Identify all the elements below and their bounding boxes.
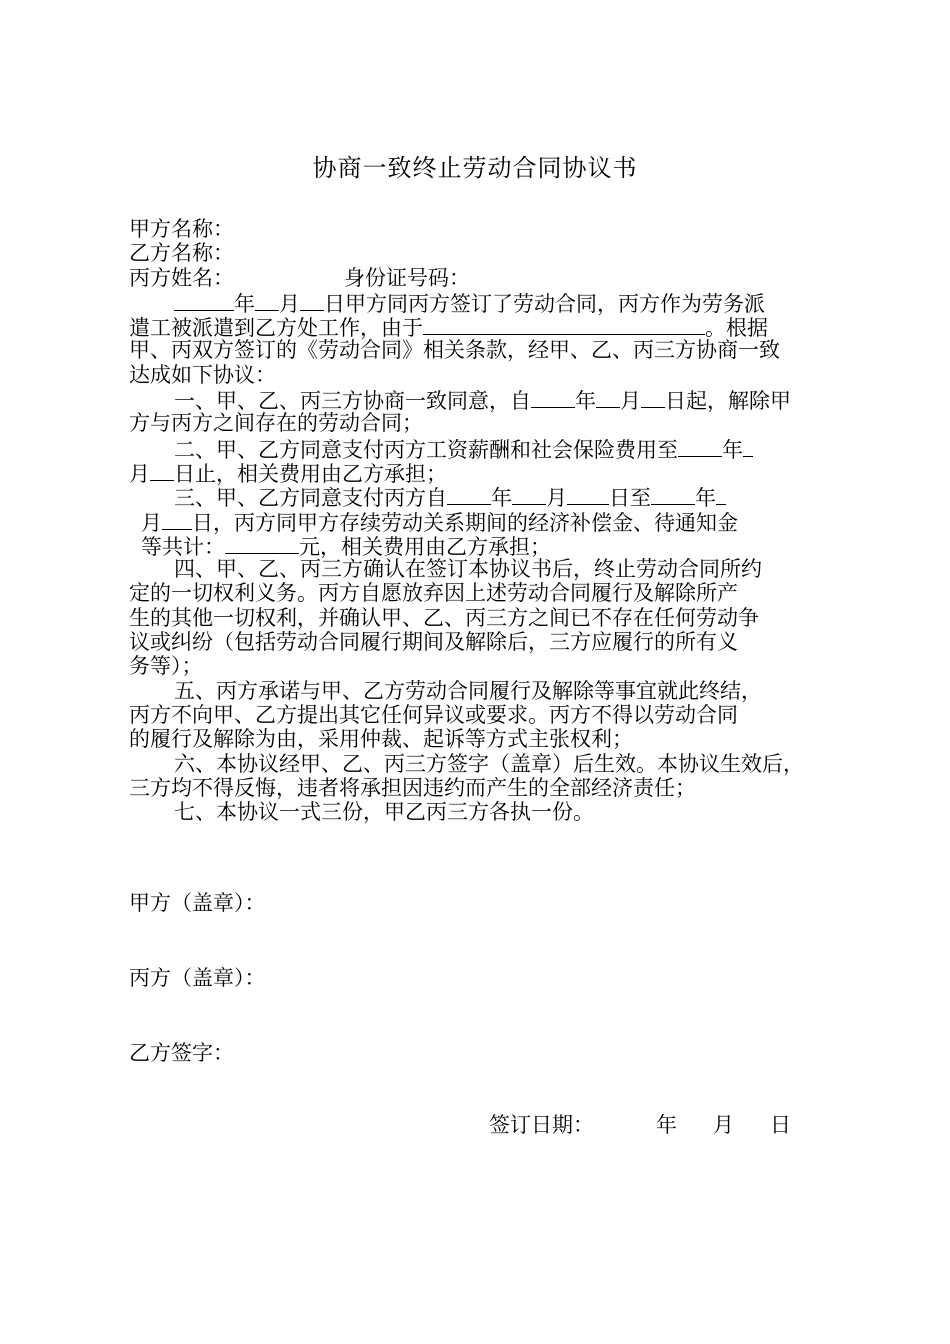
sign-date-year: 年 [656,1113,677,1137]
clause-7-line-1 [129,800,827,824]
clause-1-line-1 [129,387,827,414]
intro-year: 年 [234,291,255,316]
intro-text-3: 甲、丙双方签订的《劳动合同》相关条款，经甲、乙、丙三方协商一致 [129,338,780,363]
party-b-signature-line [129,1040,234,1066]
party-a-name-label: 甲方名称： [129,217,234,241]
clause-5-text-2: 丙方不向甲、乙方提出其它任何异议或要求。丙方不得以劳动合同 [129,702,738,727]
party-c-name-line [129,266,827,290]
clause-1-text-d: 日起，解除甲 [665,389,791,414]
clause-4-line-1 [129,557,827,581]
clause-3-line-2 [129,509,827,533]
blank-reason[interactable] [423,314,705,335]
clause-6-text-1: 六、本协议经甲、乙、丙三方签字（盖章）后生效。本协议生效后， [174,751,804,776]
clause-3-text-h: 等共计： [141,534,225,559]
document-title: 协商一致终止劳动合同协议书 [312,154,638,182]
clause-1-month: 月 [620,389,641,414]
intro-line-2 [129,314,827,341]
blank-year[interactable] [447,484,491,505]
clause-2-line-1 [129,436,827,460]
party-a-seal-line [129,890,266,916]
clause-3-to: 日至 [609,486,651,511]
clause-3-year-1: 年 [491,486,512,511]
clause-2-month: 月 [129,461,150,486]
clause-7-text-1: 七、本协议一式三份，甲乙丙三方各执一份。 [174,800,594,825]
id-number-label: 身份证号码： [344,265,470,290]
clause-3-month-2: 月 [141,510,162,535]
blank-year[interactable] [678,436,722,457]
clause-3-line-3 [129,533,827,557]
intro-text-1: 日甲方同丙方签订了劳动合同，丙方作为劳务派 [324,291,765,316]
clause-2-line-2 [129,460,827,484]
blank-month[interactable] [716,484,726,505]
blank-day[interactable] [300,290,324,311]
clause-3-text-g: 日，丙方同甲方存续劳动关系期间的经济补偿金、待通知金 [192,510,738,535]
party-a-seal-label: 甲方（盖章）： [129,891,266,915]
clause-3-year-2: 年 [695,486,716,511]
clause-1-text-a: 一、甲、乙、丙三方协商一致同意，自 [174,389,531,414]
clause-6-line-1 [129,752,827,776]
blank-day[interactable] [567,484,609,505]
blank-year[interactable] [531,387,575,408]
clause-4-text-5: 务等）； [129,654,203,679]
clause-5-line-2 [129,703,827,727]
blank-day[interactable] [162,509,192,530]
clause-2-year: 年 [722,437,743,462]
intro-text-4: 达成如下协议： [129,362,276,387]
clause-1-line-2 [129,411,827,435]
clause-6-line-2 [129,776,827,800]
party-a-name-line [129,217,827,241]
document-body [129,217,827,824]
clause-3-month-1: 月 [546,486,567,511]
blank-day[interactable] [641,387,665,408]
clause-5-text-3: 的履行及解除为由，采用仲裁、起诉等方式主张权利； [129,727,633,752]
clause-1-text-e: 方与丙方之间存在的劳动合同； [129,411,423,436]
intro-text-2: 遣工被派遣到乙方处工作，由于 [129,316,423,341]
blank-day[interactable] [150,460,174,481]
clause-4-text-4: 议或纠纷（包括劳动合同履行期间及解除后，三方应履行的所有义 [129,630,738,655]
sign-date-label: 签订日期： [489,1113,594,1137]
party-c-seal-line [129,965,266,991]
party-b-name-label: 乙方名称： [129,241,234,266]
blank-month[interactable] [512,484,546,505]
clause-4-line-5 [129,654,827,678]
clause-3-text-a: 三、甲、乙方同意支付丙方自 [174,486,447,511]
clause-1-year: 年 [575,389,596,414]
party-c-seal-label: 丙方（盖章）： [129,966,266,990]
clause-4-line-2 [129,581,827,605]
clause-5-text-1: 五、丙方承诺与甲、乙方劳动合同履行及解除等事宜就此终结， [174,678,762,703]
clause-5-line-1 [129,679,827,703]
intro-line-4 [129,363,827,387]
clause-4-text-3: 生的其他一切权利，并确认甲、乙、丙三方之间已不存在任何劳动争 [129,605,759,630]
intro-text-2b: 。根据 [705,316,768,341]
blank-month[interactable] [743,436,753,457]
clause-4-text-1: 四、甲、乙、丙三方确认在签订本协议书后，终止劳动合同所约 [174,557,762,582]
party-b-signature-label: 乙方签字： [129,1041,234,1065]
sign-date-day: 日 [770,1113,791,1137]
intro-line-3 [129,338,827,362]
clause-2-text-d: 日止，相关费用由乙方承担； [174,461,447,486]
sign-date-line [489,1112,791,1138]
clause-5-line-3 [129,727,827,751]
clause-4-text-2: 定的一切权利义务。丙方自愿放弃因上述劳动合同履行及解除所产 [129,581,738,606]
clause-2-text-a: 二、甲、乙方同意支付丙方工资薪酬和社会保险费用至 [174,437,678,462]
clause-4-line-4 [129,630,827,654]
clause-6-text-2: 三方均不得反悔，违者将承担因违约而产生的全部经济责任； [129,775,696,800]
blank-year[interactable] [174,290,234,311]
blank-month[interactable] [596,387,620,408]
clause-3-text-i: 元，相关费用由乙方承担； [299,534,551,559]
clause-3-line-1 [129,484,827,511]
party-b-name-line [129,241,827,265]
sign-date-month: 月 [713,1113,734,1137]
party-c-name-label: 丙方姓名： [129,265,234,290]
intro-month: 月 [279,291,300,316]
blank-year[interactable] [651,484,695,505]
clause-4-line-3 [129,606,827,630]
blank-month[interactable] [255,290,279,311]
intro-line-1 [129,290,827,314]
blank-amount[interactable] [225,533,299,554]
